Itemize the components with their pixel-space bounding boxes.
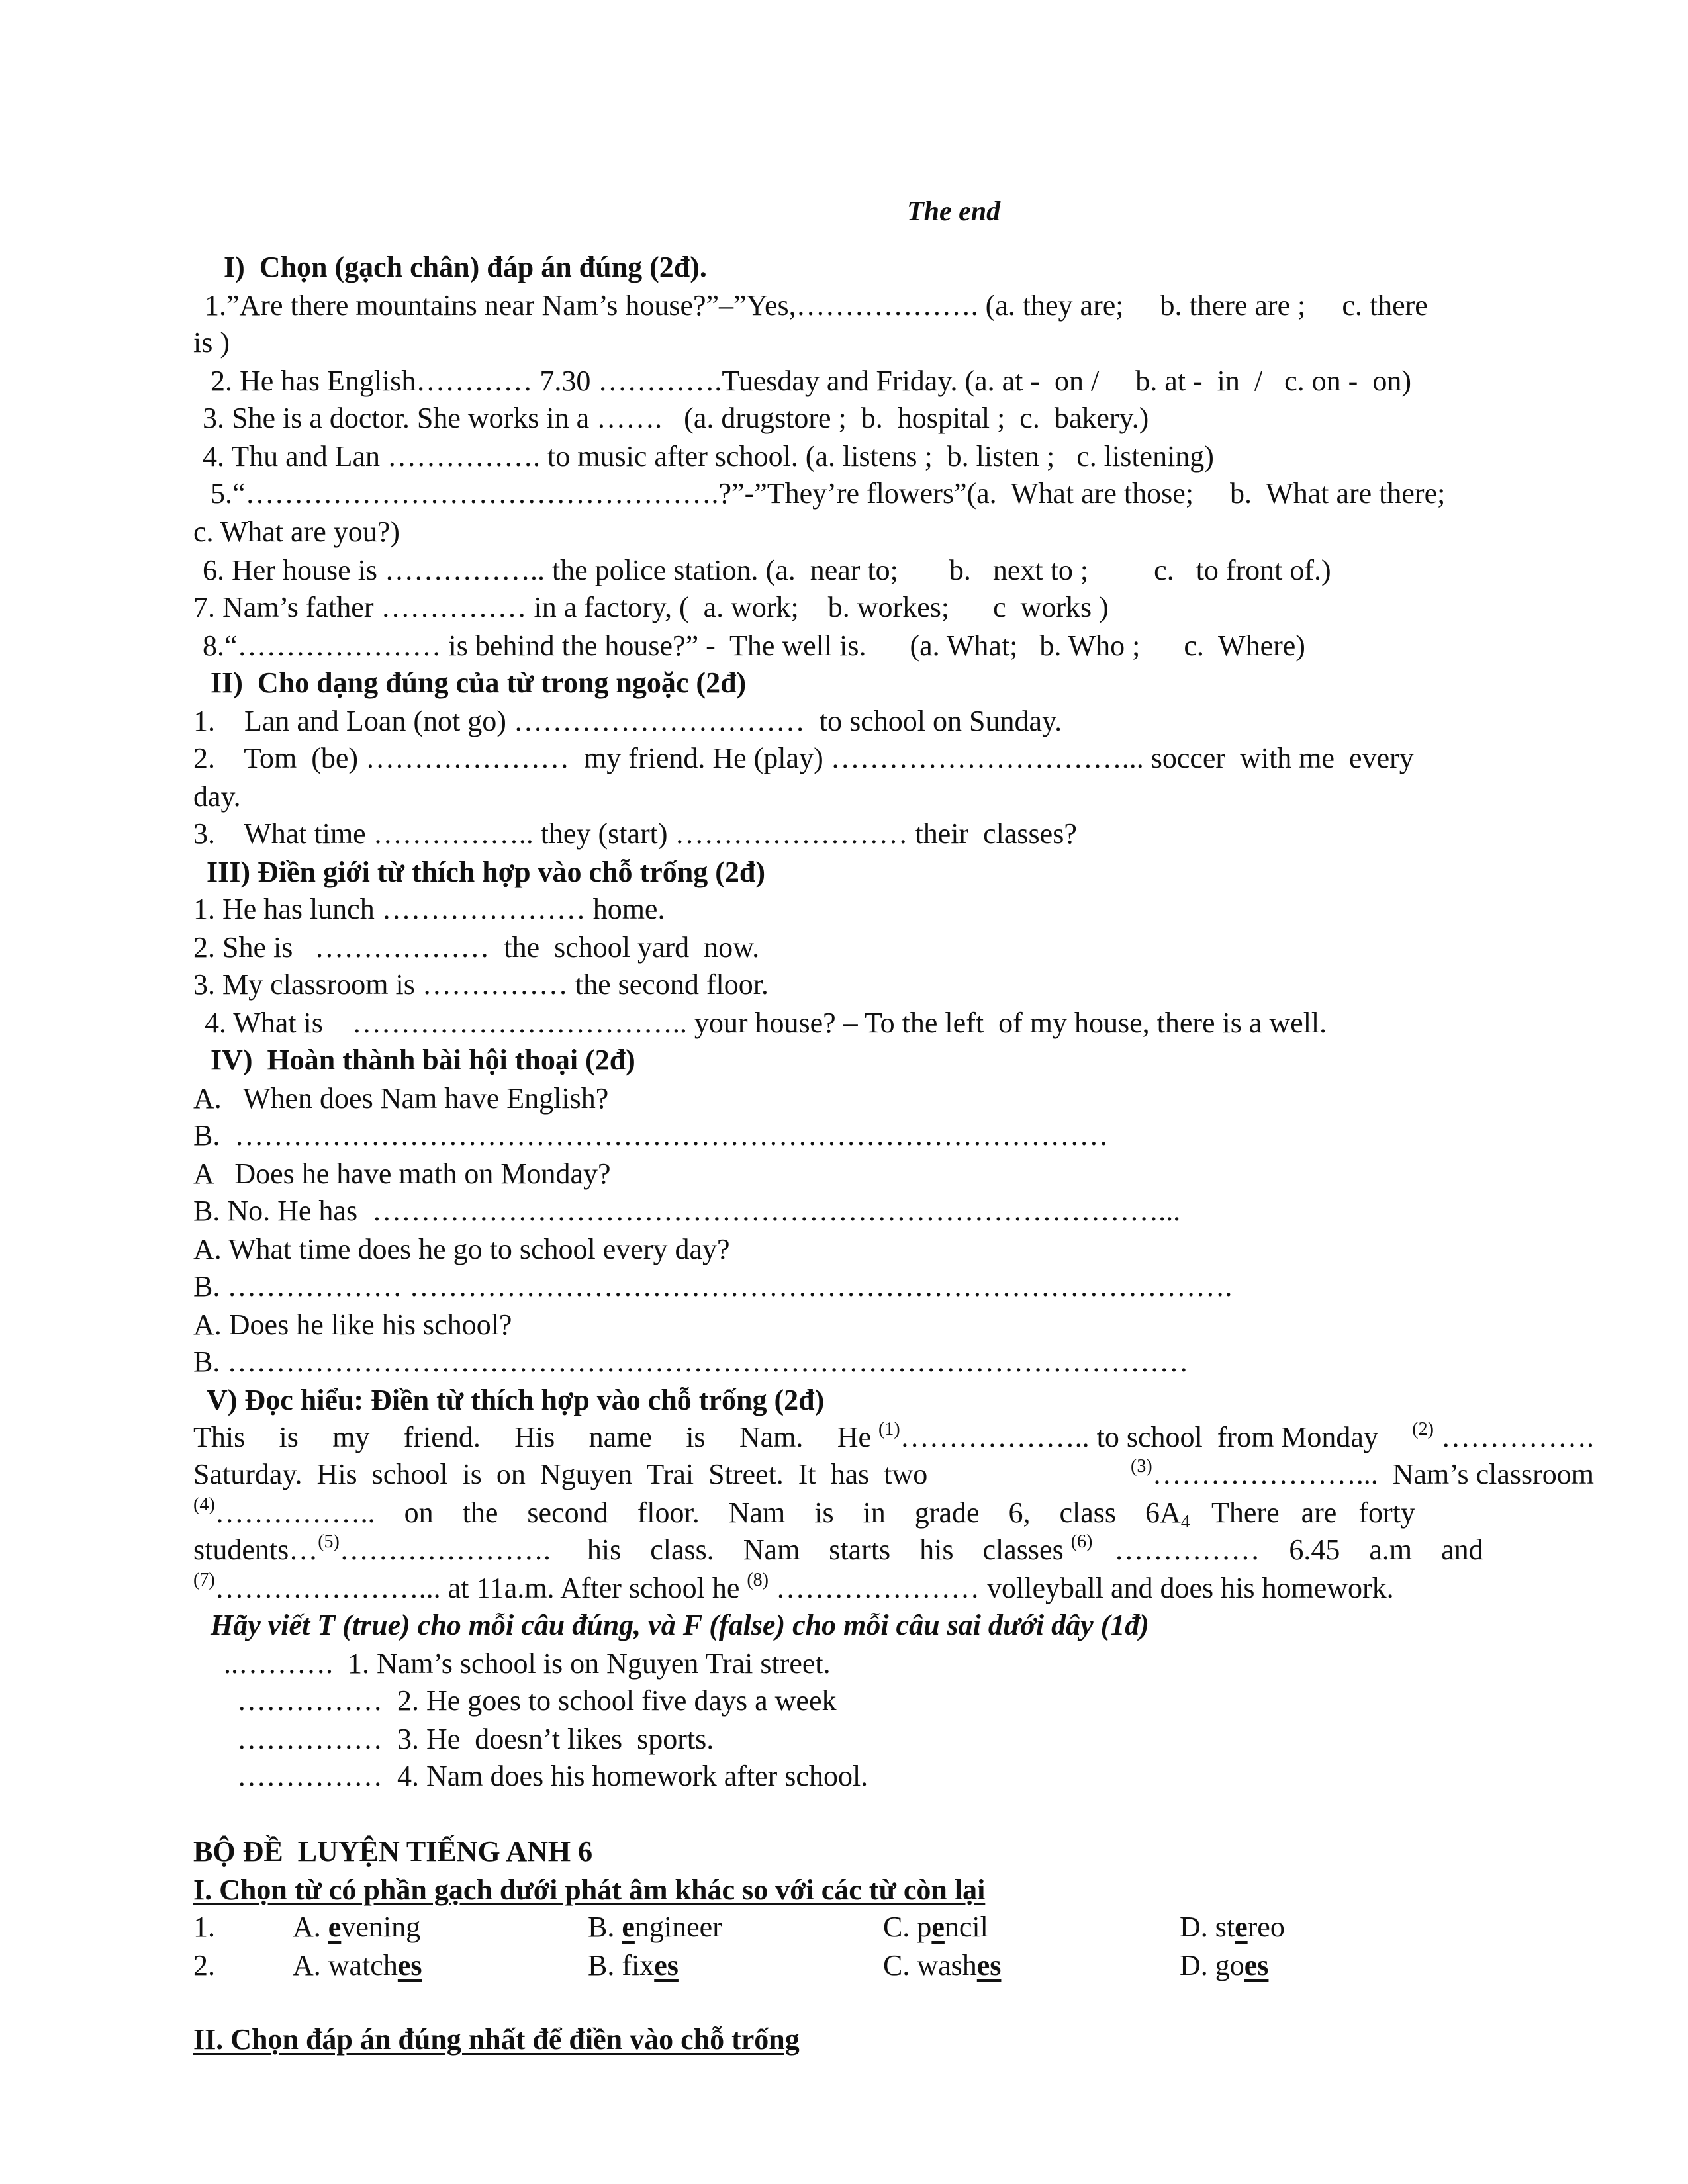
question-1-line-2: is ) [193, 326, 230, 359]
word: is [279, 1421, 299, 1453]
question-7: 7. Nam’s father …………… in a factory, ( a. work; b. workes; c works ) [193, 591, 1109, 623]
option-c: C. pencil [883, 1911, 988, 1943]
question-2: 2. He has English………… 7.30 ………….Tuesday and Friday. (a. at - on / b. at - in / c. on - on) [211, 365, 1411, 397]
section-3-title: III) Điền giới từ thích hợp vào chỗ trống (2đ) [207, 856, 765, 888]
question-3: 3. She is a doctor. She works in a ……. (a. drugstore ; b. hospital ; c. bakery.) [203, 402, 1149, 434]
question-1-line-1: 1.”Are there mountains near Nam’s house?”–”Yes,………………. (a. they are; b. there are ; c. there [197, 289, 1428, 322]
reading-text: Saturday. His school is on Nguyen Trai Street. It has two [193, 1458, 928, 1490]
true-false-title: Hãy viết T (true) cho mỗi câu đúng, và F (false) cho mỗi câu sai dưới dây (1đ) [211, 1609, 1149, 1641]
s2-line-2b: day. [193, 780, 241, 813]
word: Nam. [739, 1421, 804, 1453]
reading-line-5: $^{(7)}$…………………... at 11a.m. After school he $^{(8)}$ ………………… volleyball and does his homework. [193, 1570, 1394, 1604]
option-c: C. washes [883, 1949, 1002, 1981]
blank-2: $^{(2)}$ ……………. [1412, 1419, 1594, 1453]
section-1-title: I) Chọn (gạch chân) đáp án đúng (2đ). [224, 251, 707, 283]
section-2-title: II) Cho dạng đúng của từ trong ngoặc (2đ) [211, 666, 747, 699]
section-4-title: IV) Hoàn thành bài hội thoại (2đ) [211, 1044, 635, 1076]
row-number: 2. [193, 1949, 215, 1981]
s2-line-2: 2. Tom (be) ………………… my friend. He (play) …………………………... soccer with me every [193, 742, 1414, 774]
dialog-line-7: A. Does he like his school? [193, 1308, 512, 1341]
reading-line-3: $^{(4)}$…………….. on the second floor. Nam is in grade 6, class $6A_4$ There are forty [193, 1494, 1415, 1532]
dialog-line-1: A. When does Nam have English? [193, 1082, 609, 1115]
word: is [686, 1421, 706, 1453]
dialog-line-2: B. ……………………………………………………………………………… [193, 1119, 1109, 1152]
s3-line-2: 2. She is ……………… the school yard now. [193, 931, 760, 964]
tf-item-2: …………… 2. He goes to school five days a week [237, 1684, 837, 1717]
blank-3: $^{(3)}$…………………... Nam’s classroom [1131, 1456, 1594, 1490]
dialog-line-5: A. What time does he go to school every day? [193, 1233, 730, 1265]
the-end-label: The end [907, 197, 1001, 227]
word: name [588, 1421, 652, 1453]
option-d: D. stereo [1180, 1911, 1285, 1943]
dialog-line-6: B. ……………… …………………………………………………………………………. [193, 1270, 1233, 1302]
question-5-line-1: 5.“………………………………………….?”-”They’re flowers”(a. What are those; b. What are there; [211, 477, 1446, 510]
s2-line-1: 1. Lan and Loan (not go) ………………………… to school on Sunday. [193, 705, 1062, 737]
option-a: A. watches [293, 1949, 422, 1981]
word: my [332, 1421, 370, 1453]
row-number: 1. [193, 1911, 215, 1943]
bode-title: BỘ ĐỀ LUYỆN TIẾNG ANH 6 [193, 1835, 593, 1868]
s3-line-3: 3. My classroom is …………… the second floor. [193, 968, 769, 1001]
bode-section-2-title: II. Chọn đáp án đúng nhất để điền vào chỗ trống [193, 2023, 800, 2056]
blank-1: He $^{(1)}$……………….. to school from Monday [837, 1419, 1378, 1453]
word: His [514, 1421, 555, 1453]
section-5-title: V) Đọc hiểu: Điền từ thích hợp vào chỗ trống (2đ) [207, 1384, 825, 1416]
option-d: D. goes [1180, 1949, 1269, 1981]
dialog-line-8: B. ……………………………………………………………………………………… [193, 1345, 1189, 1378]
option-a: A. evening [293, 1911, 421, 1943]
option-b: B. engineer [588, 1911, 722, 1943]
question-5-line-2: c. What are you?) [193, 516, 400, 548]
s2-line-3: 3. What time …………….. they (start) …………………… their classes? [193, 817, 1077, 850]
question-6: 6. Her house is …………….. the police station. (a. near to; b. next to ; c. to front of.) [203, 554, 1331, 586]
tf-item-1: ..………. 1. Nam’s school is on Nguyen Trai street. [224, 1647, 831, 1680]
question-8: 8.“………………… is behind the house?” - The well is. (a. What; b. Who ; c. Where) [203, 629, 1305, 662]
tf-item-3: …………… 3. He doesn’t likes sports. [237, 1723, 714, 1755]
dialog-line-3: A Does he have math on Monday? [193, 1158, 611, 1190]
s3-line-4: 4. What is …………………………….. your house? – To the left of my house, there is a well. [197, 1007, 1327, 1039]
reading-line-2 [193, 1456, 1594, 1493]
reading-line-1 [193, 1419, 1594, 1456]
question-4: 4. Thu and Lan ……………. to music after school. (a. listens ; b. listen ; c. listening) [203, 440, 1214, 473]
dialog-line-4: B. No. He has ………………………………………………………………………... [193, 1195, 1181, 1227]
word: friend. [403, 1421, 481, 1453]
s3-line-1: 1. He has lunch ………………… home. [193, 893, 665, 925]
option-b: B. fixes [588, 1949, 679, 1981]
word: This [193, 1421, 246, 1453]
tf-item-4: …………… 4. Nam does his homework after school. [237, 1760, 868, 1792]
reading-line-4: students…$^{(5)}$…………………. his class. Nam starts his classes $^{(6)}$ …………… 6.45 a.m and [193, 1531, 1483, 1566]
bode-section-1-title: I. Chọn từ có phần gạch dưới phát âm khác so với các từ còn lại [193, 1874, 986, 1906]
